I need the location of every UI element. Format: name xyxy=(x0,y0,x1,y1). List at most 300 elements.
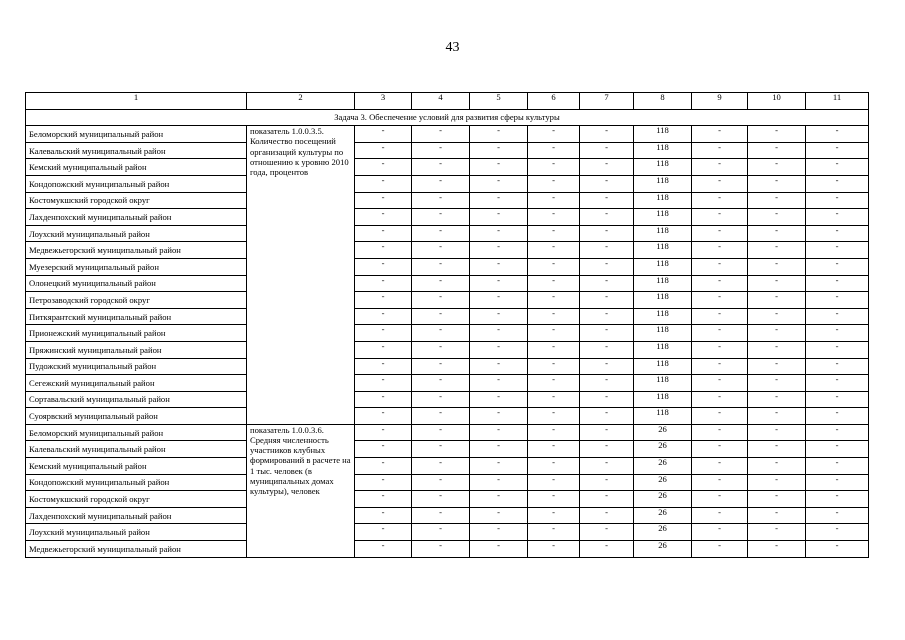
value-cell: - xyxy=(355,441,412,458)
table-row xyxy=(26,524,869,541)
value-cell: - xyxy=(580,541,634,558)
value-cell: 26 xyxy=(634,541,692,558)
value-cell: - xyxy=(806,258,869,275)
district-name: Медвежьегорский муниципальный район xyxy=(26,541,247,558)
value-cell: 118 xyxy=(634,126,692,143)
value-cell: - xyxy=(528,275,580,292)
value-cell: - xyxy=(528,491,580,508)
value-cell: - xyxy=(692,225,748,242)
value-cell: - xyxy=(470,175,528,192)
value-cell: - xyxy=(470,242,528,259)
value-cell: 118 xyxy=(634,159,692,176)
value-cell: - xyxy=(580,441,634,458)
table-row xyxy=(26,541,869,558)
value-cell: - xyxy=(355,292,412,309)
value-cell: - xyxy=(692,358,748,375)
table-row xyxy=(26,491,869,508)
value-cell: - xyxy=(748,408,806,425)
value-cell: - xyxy=(412,142,470,159)
value-cell: - xyxy=(470,424,528,441)
table-row xyxy=(26,441,869,458)
table-row xyxy=(26,358,869,375)
district-name: Калевальский муниципальный район xyxy=(26,142,247,159)
value-cell: - xyxy=(748,491,806,508)
value-cell: - xyxy=(692,507,748,524)
value-cell: - xyxy=(412,341,470,358)
value-cell: - xyxy=(412,275,470,292)
value-cell: - xyxy=(748,458,806,475)
value-cell: 26 xyxy=(634,524,692,541)
value-cell: - xyxy=(806,458,869,475)
value-cell: - xyxy=(470,474,528,491)
table-row xyxy=(26,474,869,491)
value-cell: - xyxy=(748,341,806,358)
value-cell: - xyxy=(748,242,806,259)
value-cell: - xyxy=(692,474,748,491)
value-cell: 118 xyxy=(634,209,692,226)
table-row xyxy=(26,275,869,292)
value-cell: - xyxy=(806,524,869,541)
value-cell: - xyxy=(580,325,634,342)
value-cell: - xyxy=(580,474,634,491)
value-cell: 26 xyxy=(634,458,692,475)
value-cell: - xyxy=(528,441,580,458)
value-cell: - xyxy=(412,292,470,309)
value-cell: - xyxy=(528,541,580,558)
value-cell: - xyxy=(748,126,806,143)
value-cell: - xyxy=(806,491,869,508)
value-cell: - xyxy=(580,507,634,524)
value-cell: - xyxy=(806,391,869,408)
value-cell: - xyxy=(528,292,580,309)
value-cell: - xyxy=(748,292,806,309)
value-cell: - xyxy=(412,375,470,392)
value-cell: - xyxy=(806,325,869,342)
value-cell: - xyxy=(412,325,470,342)
value-cell: - xyxy=(748,209,806,226)
value-cell: - xyxy=(806,358,869,375)
table-row xyxy=(26,175,869,192)
value-cell: - xyxy=(470,341,528,358)
value-cell: - xyxy=(355,341,412,358)
table-row xyxy=(26,391,869,408)
page-number: 43 xyxy=(445,40,460,55)
value-cell: - xyxy=(412,474,470,491)
value-cell: - xyxy=(580,524,634,541)
district-name: Пряжинский муниципальный район xyxy=(26,341,247,358)
value-cell: - xyxy=(748,541,806,558)
value-cell: - xyxy=(470,491,528,508)
value-cell: - xyxy=(580,225,634,242)
value-cell: - xyxy=(692,242,748,259)
value-cell: - xyxy=(412,524,470,541)
column-number-header: 1 xyxy=(26,93,247,110)
table-row xyxy=(26,408,869,425)
value-cell: - xyxy=(355,408,412,425)
column-number-header: 2 xyxy=(247,93,355,110)
value-cell: - xyxy=(355,507,412,524)
value-cell: 118 xyxy=(634,358,692,375)
value-cell: - xyxy=(528,159,580,176)
table-row xyxy=(26,225,869,242)
task-title: Задача 3. Обеспечение условий для развития сферы культуры xyxy=(26,109,869,126)
value-cell: - xyxy=(412,541,470,558)
value-cell: - xyxy=(355,142,412,159)
value-cell: - xyxy=(806,209,869,226)
value-cell: - xyxy=(412,159,470,176)
value-cell: - xyxy=(806,375,869,392)
value-cell: - xyxy=(355,192,412,209)
value-cell: - xyxy=(692,308,748,325)
column-number-row xyxy=(26,93,869,110)
value-cell: 118 xyxy=(634,258,692,275)
district-name: Суоярвский муниципальный район xyxy=(26,408,247,425)
value-cell: - xyxy=(412,242,470,259)
value-cell: - xyxy=(355,541,412,558)
table-row xyxy=(26,375,869,392)
value-cell: - xyxy=(470,408,528,425)
value-cell: 118 xyxy=(634,325,692,342)
value-cell: - xyxy=(412,424,470,441)
value-cell: - xyxy=(528,126,580,143)
value-cell: - xyxy=(748,507,806,524)
district-name: Муезерский муниципальный район xyxy=(26,258,247,275)
value-cell: - xyxy=(355,458,412,475)
value-cell: - xyxy=(355,242,412,259)
district-name: Олонецкий муниципальный район xyxy=(26,275,247,292)
indicator-description: показатель 1.0.0.3.6. Средняя численность участников клубных формирований в расчете на 1 тыс. человек (в муниципальных домах культуры), человек xyxy=(247,424,355,557)
district-name: Костомукшский городской округ xyxy=(26,491,247,508)
district-name: Лоухский муниципальный район xyxy=(26,225,247,242)
district-name: Костомукшский городской округ xyxy=(26,192,247,209)
value-cell: - xyxy=(528,192,580,209)
value-cell: - xyxy=(470,441,528,458)
value-cell: 118 xyxy=(634,142,692,159)
column-number-header: 6 xyxy=(528,93,580,110)
value-cell: - xyxy=(528,474,580,491)
value-cell: - xyxy=(470,358,528,375)
value-cell: - xyxy=(580,192,634,209)
value-cell: - xyxy=(355,424,412,441)
column-number-header: 3 xyxy=(355,93,412,110)
value-cell: - xyxy=(355,209,412,226)
district-name: Кемский муниципальный район xyxy=(26,159,247,176)
value-cell: - xyxy=(806,541,869,558)
value-cell: - xyxy=(470,325,528,342)
value-cell: 118 xyxy=(634,242,692,259)
value-cell: - xyxy=(748,159,806,176)
value-cell: - xyxy=(692,441,748,458)
value-cell: - xyxy=(692,258,748,275)
value-cell: - xyxy=(692,458,748,475)
value-cell: - xyxy=(692,491,748,508)
value-cell: - xyxy=(355,524,412,541)
value-cell: - xyxy=(355,258,412,275)
table-row xyxy=(26,126,869,143)
value-cell: 118 xyxy=(634,341,692,358)
value-cell: 118 xyxy=(634,175,692,192)
district-name: Лахденпохский муниципальный район xyxy=(26,209,247,226)
value-cell: - xyxy=(528,358,580,375)
district-name: Беломорский муниципальный район xyxy=(26,126,247,143)
value-cell: - xyxy=(470,391,528,408)
value-cell: - xyxy=(470,126,528,143)
value-cell: - xyxy=(806,175,869,192)
value-cell: - xyxy=(470,507,528,524)
value-cell: - xyxy=(692,424,748,441)
value-cell: - xyxy=(528,175,580,192)
district-name: Пудожский муниципальный район xyxy=(26,358,247,375)
value-cell: 118 xyxy=(634,275,692,292)
district-name: Питкярантский муниципальный район xyxy=(26,308,247,325)
district-name: Петрозаводский городской округ xyxy=(26,292,247,309)
value-cell: - xyxy=(528,524,580,541)
value-cell: - xyxy=(806,159,869,176)
value-cell: - xyxy=(748,225,806,242)
value-cell: - xyxy=(528,375,580,392)
district-name: Прионежский муниципальный район xyxy=(26,325,247,342)
value-cell: - xyxy=(580,159,634,176)
value-cell: - xyxy=(412,458,470,475)
value-cell: 118 xyxy=(634,391,692,408)
value-cell: - xyxy=(412,308,470,325)
value-cell: - xyxy=(806,341,869,358)
table-row xyxy=(26,159,869,176)
value-cell: - xyxy=(355,375,412,392)
column-number-header: 4 xyxy=(412,93,470,110)
table-row xyxy=(26,341,869,358)
value-cell: - xyxy=(355,275,412,292)
value-cell: - xyxy=(692,408,748,425)
value-cell: - xyxy=(528,391,580,408)
table-row xyxy=(26,192,869,209)
value-cell: - xyxy=(692,275,748,292)
value-cell: - xyxy=(412,391,470,408)
column-number-header: 5 xyxy=(470,93,528,110)
value-cell: - xyxy=(528,424,580,441)
value-cell: 118 xyxy=(634,292,692,309)
value-cell: - xyxy=(470,458,528,475)
value-cell: - xyxy=(355,126,412,143)
value-cell: - xyxy=(528,308,580,325)
value-cell: - xyxy=(412,192,470,209)
value-cell: - xyxy=(580,242,634,259)
value-cell: - xyxy=(412,126,470,143)
value-cell: - xyxy=(412,441,470,458)
value-cell: - xyxy=(692,209,748,226)
value-cell: - xyxy=(806,292,869,309)
district-name: Кондопожский муниципальный район xyxy=(26,474,247,491)
value-cell: - xyxy=(748,441,806,458)
table-row xyxy=(26,507,869,524)
value-cell: 26 xyxy=(634,424,692,441)
value-cell: - xyxy=(470,142,528,159)
value-cell: - xyxy=(748,474,806,491)
table-row xyxy=(26,142,869,159)
table-row xyxy=(26,424,869,441)
value-cell: - xyxy=(470,375,528,392)
value-cell: - xyxy=(355,308,412,325)
value-cell: - xyxy=(580,391,634,408)
value-cell: - xyxy=(580,408,634,425)
table-row xyxy=(26,308,869,325)
value-cell: - xyxy=(692,159,748,176)
value-cell: - xyxy=(692,541,748,558)
value-cell: - xyxy=(692,341,748,358)
value-cell: - xyxy=(806,408,869,425)
district-name: Сегежский муниципальный район xyxy=(26,375,247,392)
value-cell: 26 xyxy=(634,441,692,458)
table-row xyxy=(26,325,869,342)
value-cell: 118 xyxy=(634,225,692,242)
value-cell: - xyxy=(580,275,634,292)
task-row xyxy=(26,109,869,126)
value-cell: - xyxy=(580,258,634,275)
value-cell: - xyxy=(806,474,869,491)
value-cell: - xyxy=(470,524,528,541)
value-cell: - xyxy=(806,441,869,458)
value-cell: - xyxy=(806,308,869,325)
value-cell: - xyxy=(528,507,580,524)
value-cell: - xyxy=(528,209,580,226)
value-cell: - xyxy=(692,142,748,159)
value-cell: - xyxy=(470,308,528,325)
value-cell: - xyxy=(355,325,412,342)
value-cell: - xyxy=(580,209,634,226)
value-cell: - xyxy=(470,292,528,309)
value-cell: 26 xyxy=(634,474,692,491)
value-cell: - xyxy=(806,126,869,143)
value-cell: - xyxy=(806,424,869,441)
value-cell: - xyxy=(580,458,634,475)
value-cell: - xyxy=(528,458,580,475)
table-row xyxy=(26,458,869,475)
value-cell: 118 xyxy=(634,192,692,209)
value-cell: - xyxy=(748,358,806,375)
value-cell: - xyxy=(528,142,580,159)
value-cell: - xyxy=(580,424,634,441)
district-name: Кемский муниципальный район xyxy=(26,458,247,475)
district-name: Кондопожский муниципальный район xyxy=(26,175,247,192)
value-cell: - xyxy=(355,159,412,176)
value-cell: - xyxy=(748,325,806,342)
district-name: Калевальский муниципальный район xyxy=(26,441,247,458)
district-name: Лоухский муниципальный район xyxy=(26,524,247,541)
value-cell: - xyxy=(748,275,806,292)
value-cell: 118 xyxy=(634,308,692,325)
value-cell: - xyxy=(355,391,412,408)
value-cell: - xyxy=(806,507,869,524)
table-row xyxy=(26,209,869,226)
value-cell: - xyxy=(806,225,869,242)
value-cell: - xyxy=(806,242,869,259)
value-cell: - xyxy=(580,142,634,159)
column-number-header: 11 xyxy=(806,93,869,110)
value-cell: - xyxy=(580,308,634,325)
value-cell: - xyxy=(355,358,412,375)
column-number-header: 9 xyxy=(692,93,748,110)
value-cell: - xyxy=(748,424,806,441)
district-name: Сортавальский муниципальный район xyxy=(26,391,247,408)
value-cell: - xyxy=(412,358,470,375)
value-cell: - xyxy=(692,175,748,192)
value-cell: - xyxy=(692,391,748,408)
value-cell: - xyxy=(470,225,528,242)
value-cell: - xyxy=(748,258,806,275)
value-cell: - xyxy=(748,192,806,209)
value-cell: - xyxy=(748,391,806,408)
value-cell: - xyxy=(528,242,580,259)
column-number-header: 10 xyxy=(748,93,806,110)
data-table xyxy=(25,92,869,558)
table-body xyxy=(26,93,869,558)
column-number-header: 7 xyxy=(580,93,634,110)
table-row xyxy=(26,258,869,275)
value-cell: - xyxy=(748,142,806,159)
value-cell: - xyxy=(412,209,470,226)
value-cell: - xyxy=(412,491,470,508)
value-cell: - xyxy=(528,225,580,242)
value-cell: - xyxy=(580,126,634,143)
value-cell: - xyxy=(470,192,528,209)
value-cell: - xyxy=(692,192,748,209)
value-cell: - xyxy=(355,491,412,508)
value-cell: - xyxy=(806,192,869,209)
value-cell: - xyxy=(580,375,634,392)
indicator-description: показатель 1.0.0.3.5. Количество посещений организаций культуры по отношению к уровню 2010 года, процентов xyxy=(247,126,355,425)
value-cell: - xyxy=(580,175,634,192)
value-cell: - xyxy=(748,524,806,541)
district-name: Медвежьегорский муниципальный район xyxy=(26,242,247,259)
value-cell: - xyxy=(528,341,580,358)
value-cell: - xyxy=(528,408,580,425)
value-cell: 26 xyxy=(634,491,692,508)
value-cell: 26 xyxy=(634,507,692,524)
value-cell: - xyxy=(580,341,634,358)
value-cell: - xyxy=(748,375,806,392)
table-row xyxy=(26,242,869,259)
table-row xyxy=(26,292,869,309)
value-cell: - xyxy=(470,209,528,226)
value-cell: - xyxy=(748,175,806,192)
value-cell: - xyxy=(412,408,470,425)
value-cell: - xyxy=(355,175,412,192)
value-cell: - xyxy=(528,258,580,275)
column-number-header: 8 xyxy=(634,93,692,110)
value-cell: - xyxy=(412,507,470,524)
value-cell: - xyxy=(806,142,869,159)
value-cell: - xyxy=(692,292,748,309)
value-cell: - xyxy=(580,491,634,508)
value-cell: - xyxy=(580,292,634,309)
value-cell: - xyxy=(412,258,470,275)
value-cell: - xyxy=(412,175,470,192)
value-cell: - xyxy=(692,375,748,392)
value-cell: 118 xyxy=(634,375,692,392)
value-cell: - xyxy=(748,308,806,325)
value-cell: - xyxy=(692,126,748,143)
value-cell: - xyxy=(470,275,528,292)
value-cell: - xyxy=(692,524,748,541)
value-cell: - xyxy=(470,258,528,275)
value-cell: - xyxy=(528,325,580,342)
value-cell: - xyxy=(692,325,748,342)
value-cell: - xyxy=(470,541,528,558)
district-name: Лахденпохский муниципальный район xyxy=(26,507,247,524)
value-cell: - xyxy=(412,225,470,242)
value-cell: - xyxy=(355,225,412,242)
value-cell: 118 xyxy=(634,408,692,425)
